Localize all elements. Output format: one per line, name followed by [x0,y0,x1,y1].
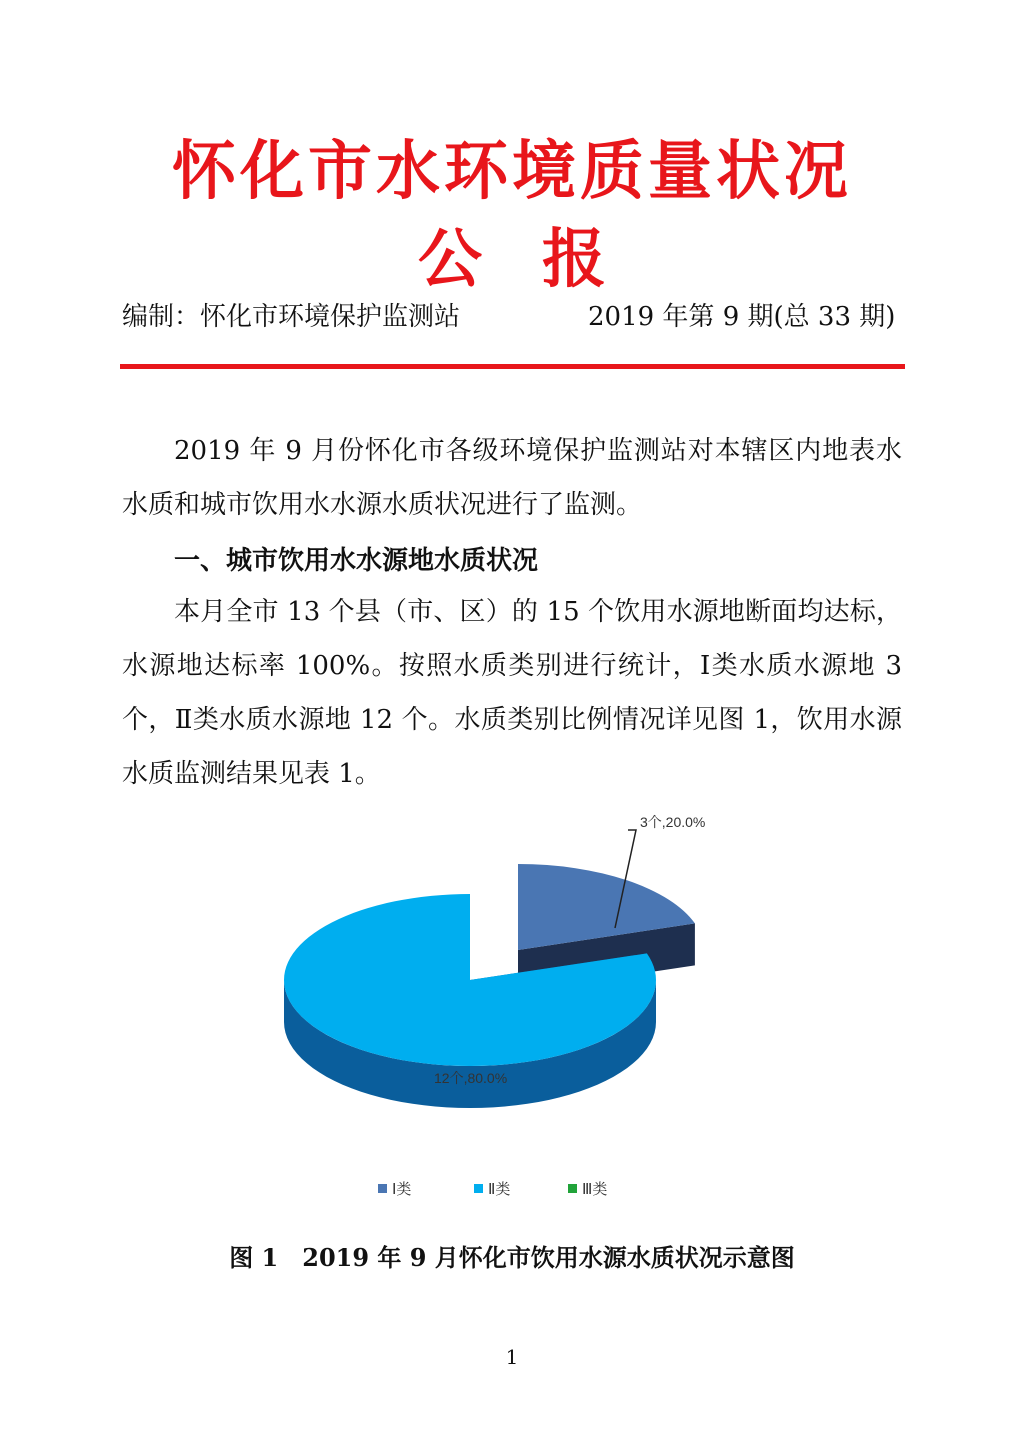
slice-label-class-1: 3个,20.0% [640,814,706,830]
section-heading: 一、城市饮用水水源地水质状况 [174,546,539,576]
page-number: 1 [505,1345,519,1369]
report-subtitle-char-2: 报 [542,223,606,297]
report-title: 怀化市水环境质量状况 [172,135,852,209]
legend-swatch-3 [568,1184,577,1193]
report-subtitle [0,208,1024,300]
legend-swatch-2 [474,1184,483,1193]
legend-label-1: Ⅰ类 [392,1181,412,1198]
legend-label-3: Ⅲ类 [582,1181,608,1198]
water-quality-pie-chart [0,800,1024,1220]
figure-caption: 图 1 2019 年 9 月怀化市饮用水源水质状况示意图 [229,1243,795,1272]
editor-line: 编制：怀化市环境保护监测站 [122,302,461,332]
header-divider [120,364,905,369]
report-subtitle-char-1: 公 [418,223,482,297]
slice-label-class-2: 12个,80.0% [434,1070,508,1086]
section-paragraph: 本月全市 13 个县（市、区）的 15 个饮用水源地断面均达标，水源地达标率 100%。按照水质类别进行统计，Ⅰ类水质水源地 3 个，Ⅱ类水质水源地 12 个。水质类别比例情况详见图 1，饮用水源水质监测结果见表 1。 [122,597,902,789]
issue-number: 2019 年第 9 期(总 33 期) [588,302,896,332]
chart-legend [378,1180,607,1198]
intro-paragraph: 2019 年 9 月份怀化市各级环境保护监测站对本辖区内地表水水质和城市饮用水水源水质状况进行了监测。 [122,436,902,520]
legend-label-2: Ⅱ类 [488,1181,511,1198]
legend-swatch-1 [378,1184,387,1193]
